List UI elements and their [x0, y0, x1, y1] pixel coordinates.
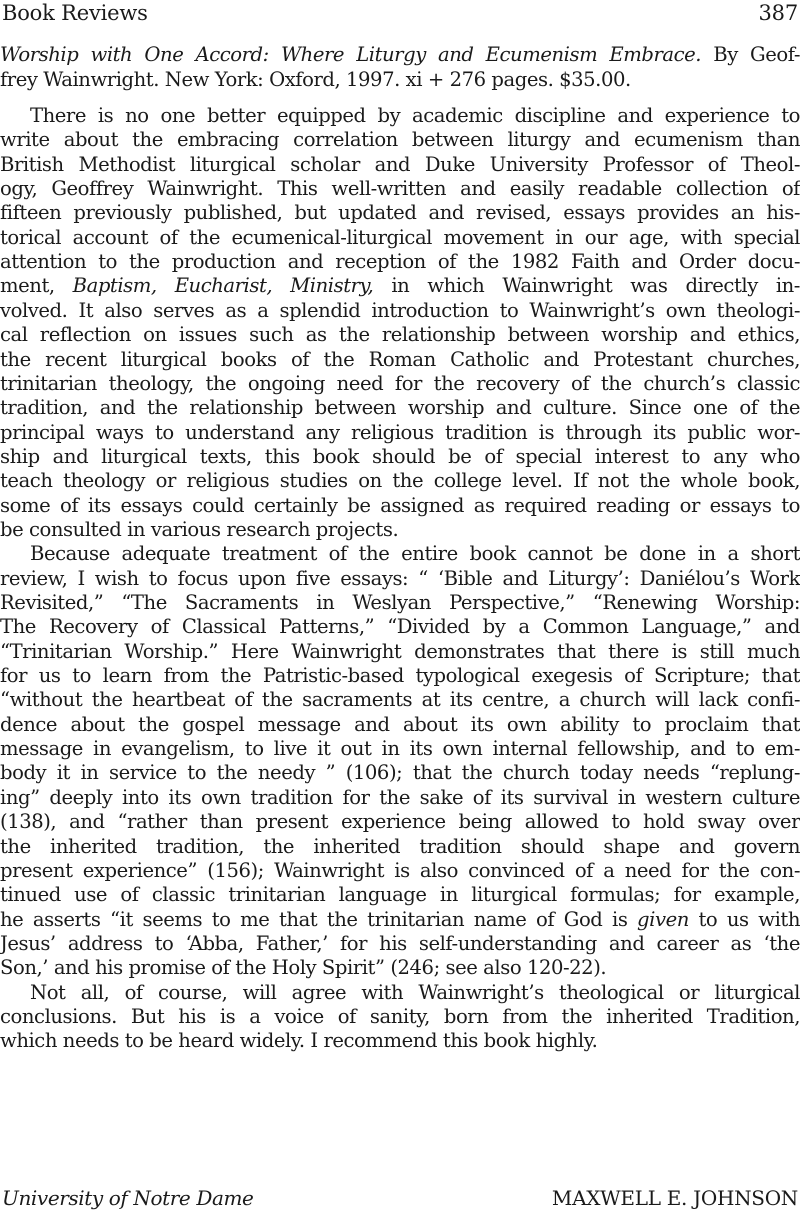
body-text-line: teach theology or religious studies on the college level. If not the whole book, [0, 469, 800, 493]
body-text-line: Son,’ and his promise of the Holy Spirit” (246; see also 120-22). [0, 956, 607, 980]
body-text-line: the recent liturgical books of the Roman Catholic and Protestant churches, [0, 347, 800, 371]
body-text-line: cal reflection on issues such as the relationship between worship and ethics, [0, 323, 800, 347]
body-text-line: the inherited tradition, the inherited tradition should shape and govern [0, 834, 800, 858]
body-text-line: be consulted in various research projects. [0, 517, 399, 541]
body-text-line: Not all, of course, will agree with Wainwright’s theological or liturgical [30, 980, 800, 1004]
page-number: 387 [758, 1, 798, 25]
body-text-line: which needs to be heard widely. I recommend this book highly. [0, 1029, 598, 1053]
body-text-line: torical account of the ecumenical-liturgical movement in our age, with special [0, 225, 800, 249]
body-text-line: (138), and “rather than present experience being allowed to hold sway over [0, 810, 800, 834]
body-text-line: for us to learn from the Patristic-based typological exegesis of Scripture; that [0, 664, 800, 688]
body-text-line: ship and liturgical texts, this book should be of special interest to any who [0, 444, 800, 468]
italic-emphasis: given [637, 907, 689, 931]
body-text-line: dence about the gospel message and about its own ability to proclaim that [0, 712, 800, 736]
body-text-line: There is no one better equipped by academic discipline and experience to [30, 104, 800, 127]
body-text-line: message in evangelism, to live it out in its own internal fellowship, and to em- [0, 737, 800, 761]
body-text-line: “Trinitarian Worship.” Here Wainwright demonstrates that there is still much [0, 639, 800, 663]
body-text-line: he asserts “it seems to me that the trinitarian name of God is given to us with [0, 907, 800, 931]
body-text-line: write about the embracing correlation between liturgy and ecumenism than [0, 128, 800, 152]
body-text-line: ing” deeply into its own tradition for the sake of its survival in western culture [0, 785, 800, 809]
reviewer-affiliation: University of Notre Dame [2, 1186, 254, 1210]
body-text-line: Revisited,” “The Sacraments in Weslyan Perspective,” “Renewing Worship: [0, 591, 800, 614]
citation-author-start: By Geof- [701, 43, 800, 66]
body-text-line: Because adequate treatment of the entire book cannot be done in a short [30, 542, 800, 566]
body-text-line: trinitarian theology, the ongoing need for the recovery of the church’s classic [0, 371, 800, 395]
citation-line-2: frey Wainwright. New York: Oxford, 1997. xi + 276 pages. $35.00. [0, 68, 631, 91]
body-text-line: conclusions. But his is a voice of sanity, born from the inherited Tradition, [0, 1004, 800, 1028]
body-text-line: ogy, Geoffrey Wainwright. This well-written and easily readable collection of [0, 177, 800, 201]
italic-emphasis: Baptism, Eucharist, Ministry, [72, 274, 374, 298]
body-text-line: attention to the production and reception of the 1982 Faith and Order docu- [0, 250, 800, 274]
body-text-line: review, I wish to focus upon five essays: “ ‘Bible and Liturgy’: Daniélou’s Work [0, 566, 800, 590]
citation-line-1 [0, 43, 800, 67]
body-text-line: Jesus’ address to ‘Abba, Father,’ for his self-understanding and career as ‘the [0, 931, 800, 955]
body-text-line: principal ways to understand any religious tradition is through its public wor- [0, 420, 800, 444]
body-text-line: volved. It also serves as a splendid introduction to Wainwright’s own theologi- [0, 298, 800, 322]
body-text-line: British Methodist liturgical scholar and Duke University Professor of Theol- [0, 152, 800, 176]
body-text-line: tinued use of classic trinitarian language in liturgical formulas; for example, [0, 883, 800, 907]
book-title: Worship with One Accord: Where Liturgy and Ecumenism Embrace. [0, 43, 702, 66]
body-text-line: The Recovery of Classical Patterns,” “Divided by a Common Language,” and [0, 615, 800, 639]
reviewer-name: MAXWELL E. JOHNSON [551, 1186, 798, 1210]
body-text-line: present experience” (156); Wainwright is also convinced of a need for the con- [0, 858, 800, 882]
body-text-line: some of its essays could certainly be assigned as required reading or essays to [0, 493, 800, 517]
body-text-line: tradition, and the relationship between worship and culture. Since one of the [0, 396, 800, 420]
body-text-line: fifteen previously published, but updated and revised, essays provides an his- [0, 201, 800, 225]
section-title: Book Reviews [2, 1, 148, 25]
body-text-line: body it in service to the needy ” (106); that the church today needs “replung- [0, 761, 800, 785]
body-text-line: “without the heartbeat of the sacraments at its centre, a church will lack confi- [0, 688, 800, 712]
body-text-line: ment, Baptism, Eucharist, Ministry, in which Wainwright was directly in- [0, 274, 800, 298]
running-header [0, 0, 800, 30]
